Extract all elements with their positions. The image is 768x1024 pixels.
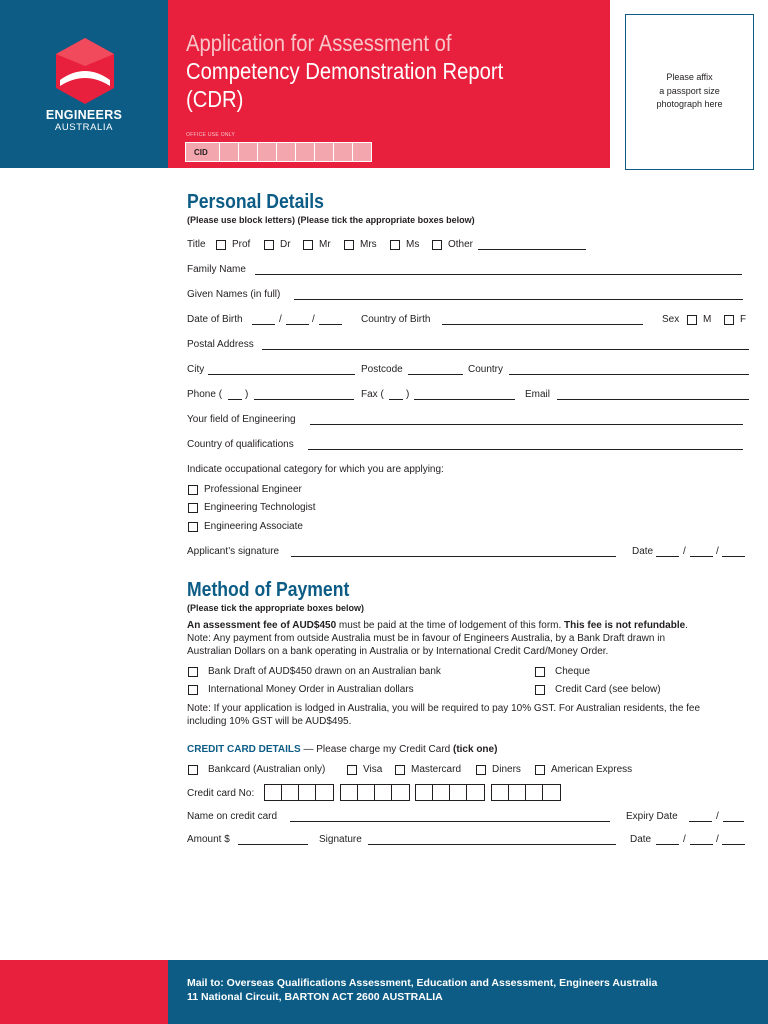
dob-month-input[interactable] xyxy=(286,324,309,325)
title-dr-checkbox[interactable] xyxy=(264,240,274,250)
cid-cell[interactable] xyxy=(314,143,333,161)
phone-input[interactable] xyxy=(254,399,354,400)
mastercard-checkbox[interactable] xyxy=(395,765,405,775)
cid-cell[interactable] xyxy=(219,143,238,161)
card-date-month[interactable] xyxy=(690,844,713,845)
title-ms-checkbox[interactable] xyxy=(390,240,400,250)
date-slash: / xyxy=(683,546,686,557)
card-date-label: Date xyxy=(630,834,652,845)
cid-field[interactable] xyxy=(185,142,372,162)
signature-date-day[interactable] xyxy=(656,556,679,557)
country-qualifications-label: Country of qualifications xyxy=(187,439,294,450)
card-number-group-1[interactable] xyxy=(264,784,334,801)
dob-day-input[interactable] xyxy=(252,324,275,325)
title-mr-label: Mr xyxy=(319,239,331,250)
credit-card-label: Credit Card (see below) xyxy=(555,684,661,695)
card-name-input[interactable] xyxy=(290,821,610,822)
cid-cell[interactable] xyxy=(238,143,257,161)
fax-label: Fax ( xyxy=(361,389,384,400)
title-dr-label: Dr xyxy=(280,239,291,250)
engineers-australia-logo-icon xyxy=(52,36,118,108)
dob-slash: / xyxy=(279,314,282,325)
applicant-signature-label: Applicant’s signature xyxy=(187,546,280,557)
date-slash: / xyxy=(716,546,719,557)
occupation-technologist-checkbox[interactable] xyxy=(188,503,198,513)
cid-cell[interactable] xyxy=(333,143,352,161)
country-birth-input[interactable] xyxy=(442,324,643,325)
sex-f-checkbox[interactable] xyxy=(724,315,734,325)
postcode-label: Postcode xyxy=(361,364,403,375)
field-engineering-label: Your field of Engineering xyxy=(187,414,296,425)
phone-paren: ) xyxy=(245,389,249,400)
title-prof-checkbox[interactable] xyxy=(216,240,226,250)
visa-checkbox[interactable] xyxy=(347,765,357,775)
postcode-input[interactable] xyxy=(408,374,463,375)
fax-input[interactable] xyxy=(414,399,515,400)
family-name-label: Family Name xyxy=(187,264,246,275)
dob-slash: / xyxy=(312,314,315,325)
signature-date-label: Date xyxy=(632,546,654,557)
fax-paren: ) xyxy=(406,389,410,400)
country-qualifications-input[interactable] xyxy=(308,449,743,450)
title-other-checkbox[interactable] xyxy=(432,240,442,250)
photo-instructions: Please affix a passport size photograph here xyxy=(656,72,723,109)
title-prof-label: Prof xyxy=(232,239,251,250)
form-title-line2: Competency Demonstration Report xyxy=(186,58,504,84)
card-date-year[interactable] xyxy=(722,844,745,845)
card-number-group-4[interactable] xyxy=(491,784,561,801)
payment-heading: Method of Payment xyxy=(187,579,350,601)
amount-input[interactable] xyxy=(238,844,308,845)
bank-draft-label: Bank Draft of AUD$450 drawn on an Australian bank xyxy=(208,666,441,677)
office-use-label: OFFICE USE ONLY xyxy=(186,132,236,138)
gst-note-line1: Note: If your application is lodged in Australia, you will be required to pay 10% GST. For Australian residents, the fee xyxy=(187,703,701,714)
applicant-signature-input[interactable] xyxy=(291,556,616,557)
phone-label: Phone ( xyxy=(187,389,223,400)
city-input[interactable] xyxy=(208,374,355,375)
date-slash: / xyxy=(683,834,686,845)
postal-address-input[interactable] xyxy=(262,349,749,350)
cheque-checkbox[interactable] xyxy=(535,667,545,677)
occupation-professional-label: Professional Engineer xyxy=(204,484,302,495)
cid-cell[interactable] xyxy=(352,143,371,161)
cid-label: CID xyxy=(194,148,208,157)
occupation-associate-label: Engineering Associate xyxy=(204,521,303,532)
date-slash: / xyxy=(716,834,719,845)
card-date-day[interactable] xyxy=(656,844,679,845)
cheque-label: Cheque xyxy=(555,666,591,677)
title-ms-label: Ms xyxy=(406,239,420,250)
visa-label: Visa xyxy=(363,764,383,775)
card-number-label: Credit card No: xyxy=(187,788,255,799)
form-title-line3: (CDR) xyxy=(186,86,244,112)
dob-year-input[interactable] xyxy=(319,324,342,325)
bankcard-checkbox[interactable] xyxy=(188,765,198,775)
sex-f-label: F xyxy=(740,314,747,325)
card-signature-label: Signature xyxy=(319,834,362,845)
title-other-label: Other xyxy=(448,239,474,250)
postal-address-label: Postal Address xyxy=(187,339,254,350)
country-birth-label: Country of Birth xyxy=(361,314,431,325)
email-input[interactable] xyxy=(557,399,749,400)
credit-card-checkbox[interactable] xyxy=(535,685,545,695)
form-title-line1: Application for Assessment of xyxy=(186,30,452,56)
sex-label: Sex xyxy=(662,314,680,325)
diners-checkbox[interactable] xyxy=(476,765,486,775)
amex-checkbox[interactable] xyxy=(535,765,545,775)
logo-text-australia: AUSTRALIA xyxy=(54,122,114,133)
amount-label: Amount $ xyxy=(187,834,230,845)
field-engineering-input[interactable] xyxy=(310,424,743,425)
payment-note-line1: Note: Any payment from outside Australia must be in favour of Engineers Australia, by a Bank Draft drawn in xyxy=(187,633,666,644)
email-label: Email xyxy=(525,389,551,400)
fee-statement: An assessment fee of AUD$450 must be paid at the time of lodgement of this form. This fee is not refundable. xyxy=(187,620,688,631)
expiry-label: Expiry Date xyxy=(626,811,678,822)
signature-date-year[interactable] xyxy=(722,556,745,557)
money-order-checkbox[interactable] xyxy=(188,685,198,695)
family-name-input[interactable] xyxy=(255,274,742,275)
cid-cell[interactable] xyxy=(295,143,314,161)
occupation-prompt: Indicate occupational category for which you are applying: xyxy=(187,464,444,475)
bankcard-label: Bankcard (Australian only) xyxy=(208,764,326,775)
title-mrs-checkbox[interactable] xyxy=(344,240,354,250)
sex-m-label: M xyxy=(703,314,712,325)
mail-to-line1: Mail to: Overseas Qualifications Assessment, Education and Assessment, Engineers Australia xyxy=(187,977,658,989)
logo-panel xyxy=(0,0,168,168)
city-label: City xyxy=(187,364,205,375)
amex-label: American Express xyxy=(551,764,633,775)
expiry-month-input[interactable] xyxy=(689,821,712,822)
logo-text-engineers: ENGINEERS xyxy=(45,108,123,122)
card-number-group-2[interactable] xyxy=(340,784,410,801)
card-signature-input[interactable] xyxy=(368,844,616,845)
country-label: Country xyxy=(468,364,504,375)
footer-accent xyxy=(0,960,168,1024)
given-names-label: Given Names (in full) xyxy=(187,289,281,300)
phone-area-input[interactable] xyxy=(228,399,242,400)
title-mrs-label: Mrs xyxy=(360,239,377,250)
personal-details-subtitle: (Please use block letters) (Please tick the appropriate boxes below) xyxy=(187,215,475,225)
money-order-label: International Money Order in Australian dollars xyxy=(208,684,414,695)
expiry-slash: / xyxy=(716,811,719,822)
personal-details-heading: Personal Details xyxy=(187,191,324,213)
fax-area-input[interactable] xyxy=(389,399,403,400)
gst-note-line2: including 10% GST will be AUD$495. xyxy=(187,716,352,727)
diners-label: Diners xyxy=(492,764,521,775)
signature-date-month[interactable] xyxy=(690,556,713,557)
card-number-group-3[interactable] xyxy=(415,784,485,801)
occupation-associate-checkbox[interactable] xyxy=(188,522,198,532)
mail-to-line2: 11 National Circuit, BARTON ACT 2600 AUSTRALIA xyxy=(187,991,443,1003)
passport-photo-box[interactable] xyxy=(625,14,754,170)
payment-subtitle: (Please tick the appropriate boxes below) xyxy=(187,603,365,613)
title-mr-checkbox[interactable] xyxy=(303,240,313,250)
title-other-input[interactable] xyxy=(478,249,586,250)
credit-card-details-heading: CREDIT CARD DETAILS — Please charge my Credit Card (tick one) xyxy=(187,744,498,755)
cid-cell[interactable] xyxy=(276,143,295,161)
occupation-technologist-label: Engineering Technologist xyxy=(204,502,316,513)
title-label: Title xyxy=(187,239,206,250)
given-names-input[interactable] xyxy=(294,299,743,300)
cid-cell[interactable] xyxy=(257,143,276,161)
dob-label: Date of Birth xyxy=(187,314,243,325)
country-input[interactable] xyxy=(509,374,749,375)
card-name-label: Name on credit card xyxy=(187,811,278,822)
bank-draft-checkbox[interactable] xyxy=(188,667,198,677)
occupation-professional-checkbox[interactable] xyxy=(188,485,198,495)
mastercard-label: Mastercard xyxy=(411,764,462,775)
sex-m-checkbox[interactable] xyxy=(687,315,697,325)
payment-note-line2: Australian Dollars on a bank operating in Australia or by International Credit Card/Money Order. xyxy=(187,646,609,657)
expiry-year-input[interactable] xyxy=(723,821,744,822)
